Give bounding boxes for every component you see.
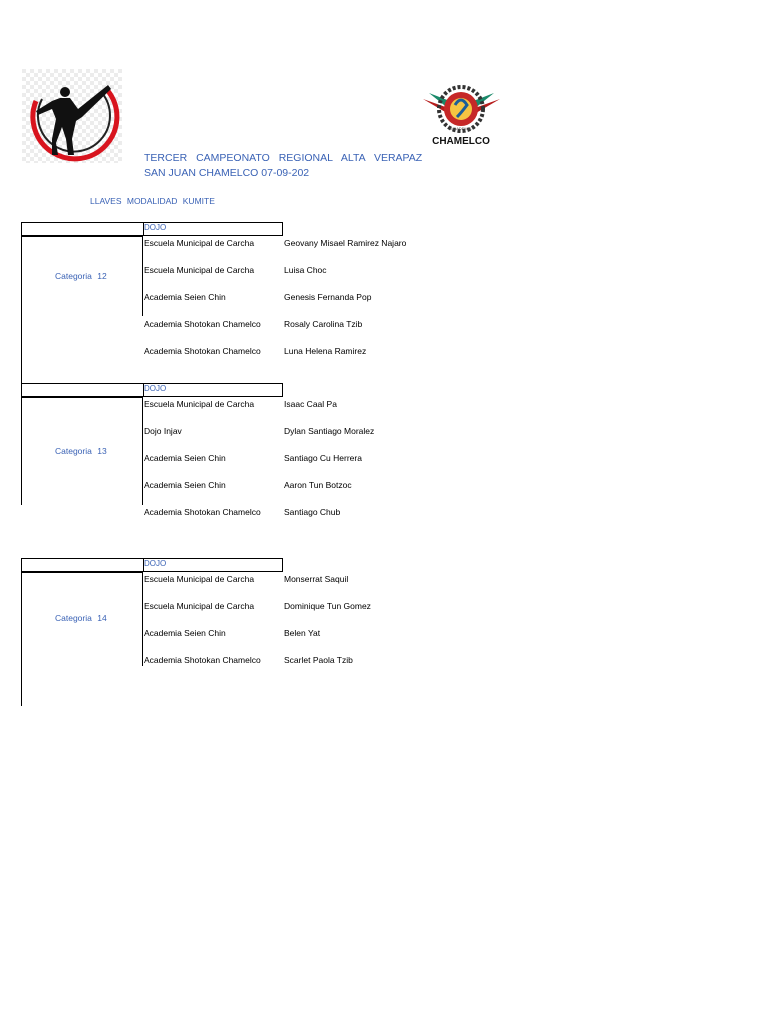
athlete-name: Geovany Misael Ramirez Najaro: [284, 238, 407, 248]
logo-academia-text: ACADEMIA: [450, 126, 472, 131]
table-row: [0, 601, 768, 613]
dojo-name: Academia Seien Chin: [144, 480, 226, 490]
table-row: [0, 319, 768, 331]
dojo-name: Academia Shotokan Chamelco: [144, 655, 261, 665]
athlete-name: Santiago Cu Herrera: [284, 453, 362, 463]
dojo-name: Escuela Municipal de Carcha: [144, 601, 255, 611]
category-label: Categoria 13: [55, 446, 107, 456]
athlete-name: Genesis Fernanda Pop: [284, 292, 372, 302]
dojo-name: Academia Shotokan Chamelco: [144, 346, 261, 356]
table-row: [0, 507, 768, 519]
athlete-name: Luisa Choc: [284, 265, 327, 275]
athlete-name: Isaac Caal Pa: [284, 399, 337, 409]
dojo-name: Academia Shotokan Chamelco: [144, 319, 261, 329]
athlete-name: Dominique Tun Gomez: [284, 601, 371, 611]
category-label: Categoria 12: [55, 271, 107, 281]
dojo-name: Escuela Municipal de Carcha: [144, 574, 255, 584]
column-header-dojo: DOJO: [144, 223, 167, 232]
athlete-name: Rosaly Carolina Tzib: [284, 319, 363, 329]
athlete-name: Belen Yat: [284, 628, 321, 638]
dojo-name: Escuela Municipal de Carcha: [144, 238, 255, 248]
table-row: [0, 480, 768, 492]
table-row: [0, 346, 768, 358]
table-row: [0, 574, 768, 586]
dojo-name: Academia Seien Chin: [144, 628, 226, 638]
chamelco-academy-logo: [419, 79, 504, 149]
athlete-name: Monserrat Saquil: [284, 574, 349, 584]
athlete-name: Luna Helena Ramirez: [284, 346, 367, 356]
table-row: [0, 628, 768, 640]
column-header-dojo: DOJO: [144, 559, 167, 568]
document-subtitle-date: SAN JUAN CHAMELCO 07-09-202: [144, 167, 310, 179]
athlete-name: Scarlet Paola Tzib: [284, 655, 353, 665]
dojo-name: Academia Shotokan Chamelco: [144, 507, 261, 517]
athlete-name: Santiago Chub: [284, 507, 341, 517]
document-title: TERCER CAMPEONATO REGIONAL ALTA VERAPAZ: [144, 152, 423, 164]
table-row: [0, 292, 768, 304]
karate-kick-logo: [22, 69, 122, 163]
table-row: [0, 399, 768, 411]
athlete-name: Dylan Santiago Moralez: [284, 426, 375, 436]
table-row: [0, 655, 768, 667]
section-heading: LLAVES MODALIDAD KUMITE: [90, 196, 215, 206]
dojo-name: Escuela Municipal de Carcha: [144, 265, 255, 275]
dojo-name: Dojo Injav: [144, 426, 182, 436]
table-row: [0, 426, 768, 438]
dojo-name: Academia Seien Chin: [144, 453, 226, 463]
category-label: Categoria 14: [55, 613, 107, 623]
logo-chamelco-text: CHAMELCO: [432, 136, 490, 147]
table-row: [0, 453, 768, 465]
dojo-name: Academia Seien Chin: [144, 292, 226, 302]
column-header-dojo: DOJO: [144, 384, 167, 393]
table-row: [0, 238, 768, 250]
athlete-name: Aaron Tun Botzoc: [284, 480, 352, 490]
dojo-name: Escuela Municipal de Carcha: [144, 399, 255, 409]
table-row: [0, 265, 768, 277]
